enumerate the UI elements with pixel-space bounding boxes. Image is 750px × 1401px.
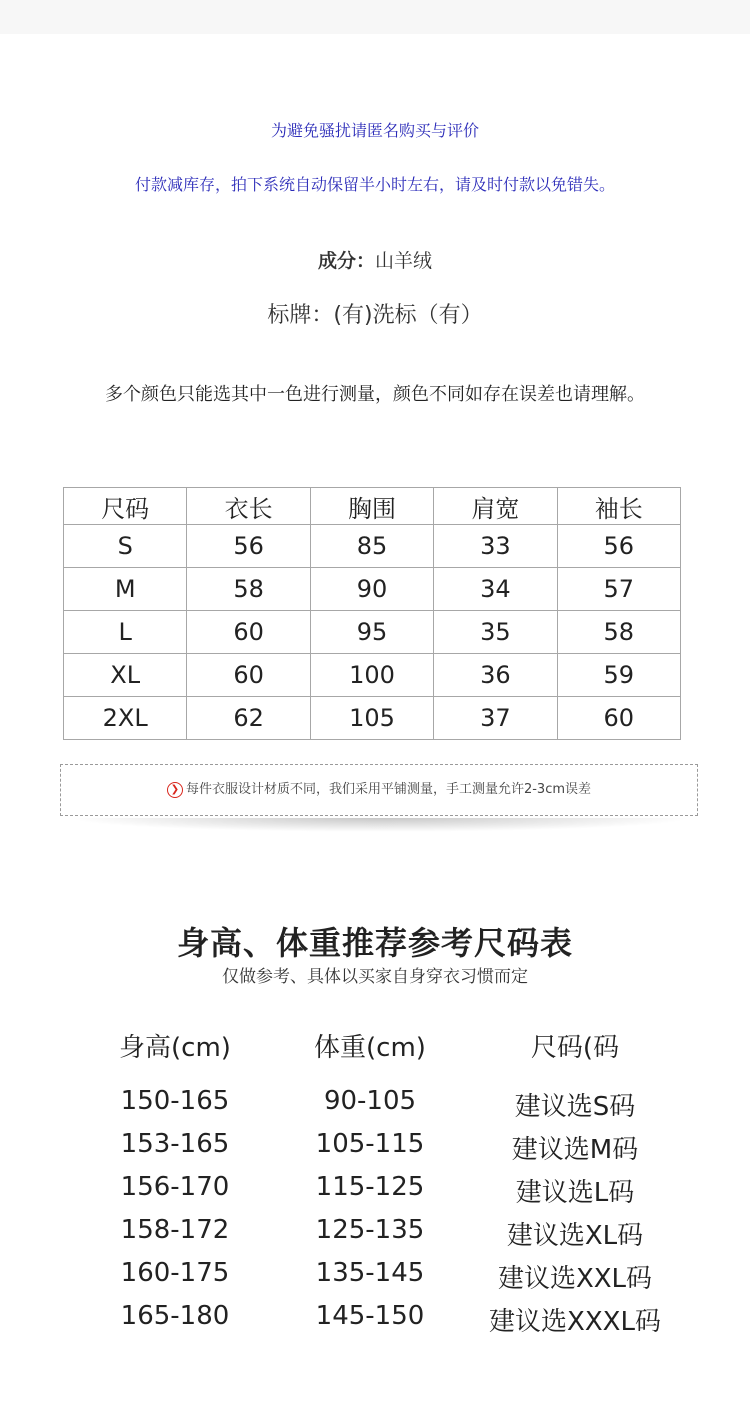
material-value: 山羊绒 <box>375 250 433 272</box>
table-cell: 57 <box>557 568 680 611</box>
table-cell: L <box>64 611 187 654</box>
tip-shadow <box>68 818 692 832</box>
height-cell: 153-165 <box>120 1129 230 1159</box>
color-note: 多个颜色只能选其中一色进行测量，颜色不同如存在误差也请理解。 <box>105 384 645 405</box>
top-band <box>0 0 750 34</box>
table-cell: 60 <box>187 654 310 697</box>
material-label: 成分： <box>317 250 375 272</box>
table-cell: 90 <box>310 568 433 611</box>
table-row <box>64 697 681 740</box>
table-cell: 105 <box>310 697 433 740</box>
measurement-tip-text: 每件衣服设计材质不同，我们采用平铺测量，手工测量允许2-3cm误差 <box>185 782 592 797</box>
table-cell: 100 <box>310 654 433 697</box>
table-cell: 35 <box>434 611 557 654</box>
chevron-right-circle-icon: ❯ <box>167 782 183 798</box>
table-cell: XL <box>64 654 187 697</box>
header-length: 衣长 <box>187 488 310 525</box>
table-cell: S <box>64 525 187 568</box>
size-cell: 建议选L码 <box>515 1178 635 1208</box>
header-shoulder: 肩宽 <box>434 488 557 525</box>
header-recommended-size: 尺码(码 <box>530 1033 620 1063</box>
table-cell: 58 <box>557 611 680 654</box>
size-cell: 建议选S码 <box>514 1092 636 1122</box>
table-cell: 33 <box>434 525 557 568</box>
recommend-subtitle: 仅做参考、具体以买家自身穿衣习惯而定 <box>222 967 528 987</box>
table-row <box>64 568 681 611</box>
table-cell: 95 <box>310 611 433 654</box>
table-cell: 60 <box>557 697 680 740</box>
table-row <box>64 525 681 568</box>
height-cell: 158-172 <box>120 1215 230 1245</box>
size-table <box>63 487 681 740</box>
weight-cell: 105-115 <box>315 1129 425 1159</box>
table-cell: 62 <box>187 697 310 740</box>
height-cell: 156-170 <box>120 1172 230 1202</box>
material-line <box>0 246 750 273</box>
table-cell: 60 <box>187 611 310 654</box>
measurement-tip-box <box>60 764 698 816</box>
size-cell: 建议选M码 <box>511 1135 639 1165</box>
height-cell: 150-165 <box>120 1086 230 1116</box>
weight-cell: 135-145 <box>315 1258 425 1288</box>
size-cell: 建议选XXL码 <box>497 1264 653 1294</box>
size-table-header <box>64 488 681 525</box>
header-size: 尺码 <box>64 488 187 525</box>
weight-cell: 125-135 <box>315 1215 425 1245</box>
weight-cell: 145-150 <box>315 1301 425 1331</box>
table-cell: 56 <box>557 525 680 568</box>
payment-notice: 付款减库存，拍下系统自动保留半小时左右，请及时付款以免错失。 <box>134 175 615 194</box>
table-row <box>64 654 681 697</box>
table-cell: 85 <box>310 525 433 568</box>
table-cell: 37 <box>434 697 557 740</box>
tag-line: 标牌：(有)洗标（有） <box>267 303 483 328</box>
height-cell: 160-175 <box>120 1258 230 1288</box>
size-cell: 建议选XXXL码 <box>489 1307 661 1337</box>
table-cell: 36 <box>434 654 557 697</box>
table-cell: M <box>64 568 187 611</box>
size-cell: 建议选XL码 <box>506 1221 644 1251</box>
header-sleeve: 袖长 <box>557 488 680 525</box>
table-cell: 58 <box>187 568 310 611</box>
weight-cell: 90-105 <box>323 1086 417 1116</box>
header-height: 身高(cm) <box>119 1033 231 1063</box>
header-weight: 体重(cm) <box>314 1033 426 1063</box>
table-cell: 2XL <box>64 697 187 740</box>
header-chest: 胸围 <box>310 488 433 525</box>
table-cell: 56 <box>187 525 310 568</box>
table-row <box>64 611 681 654</box>
table-cell: 59 <box>557 654 680 697</box>
weight-cell: 115-125 <box>315 1172 425 1202</box>
height-cell: 165-180 <box>120 1301 230 1331</box>
anonymous-notice: 为避免骚扰请匿名购买与评价 <box>270 121 479 140</box>
table-cell: 34 <box>434 568 557 611</box>
recommend-title: 身高、体重推荐参考尺码表 <box>176 924 573 962</box>
